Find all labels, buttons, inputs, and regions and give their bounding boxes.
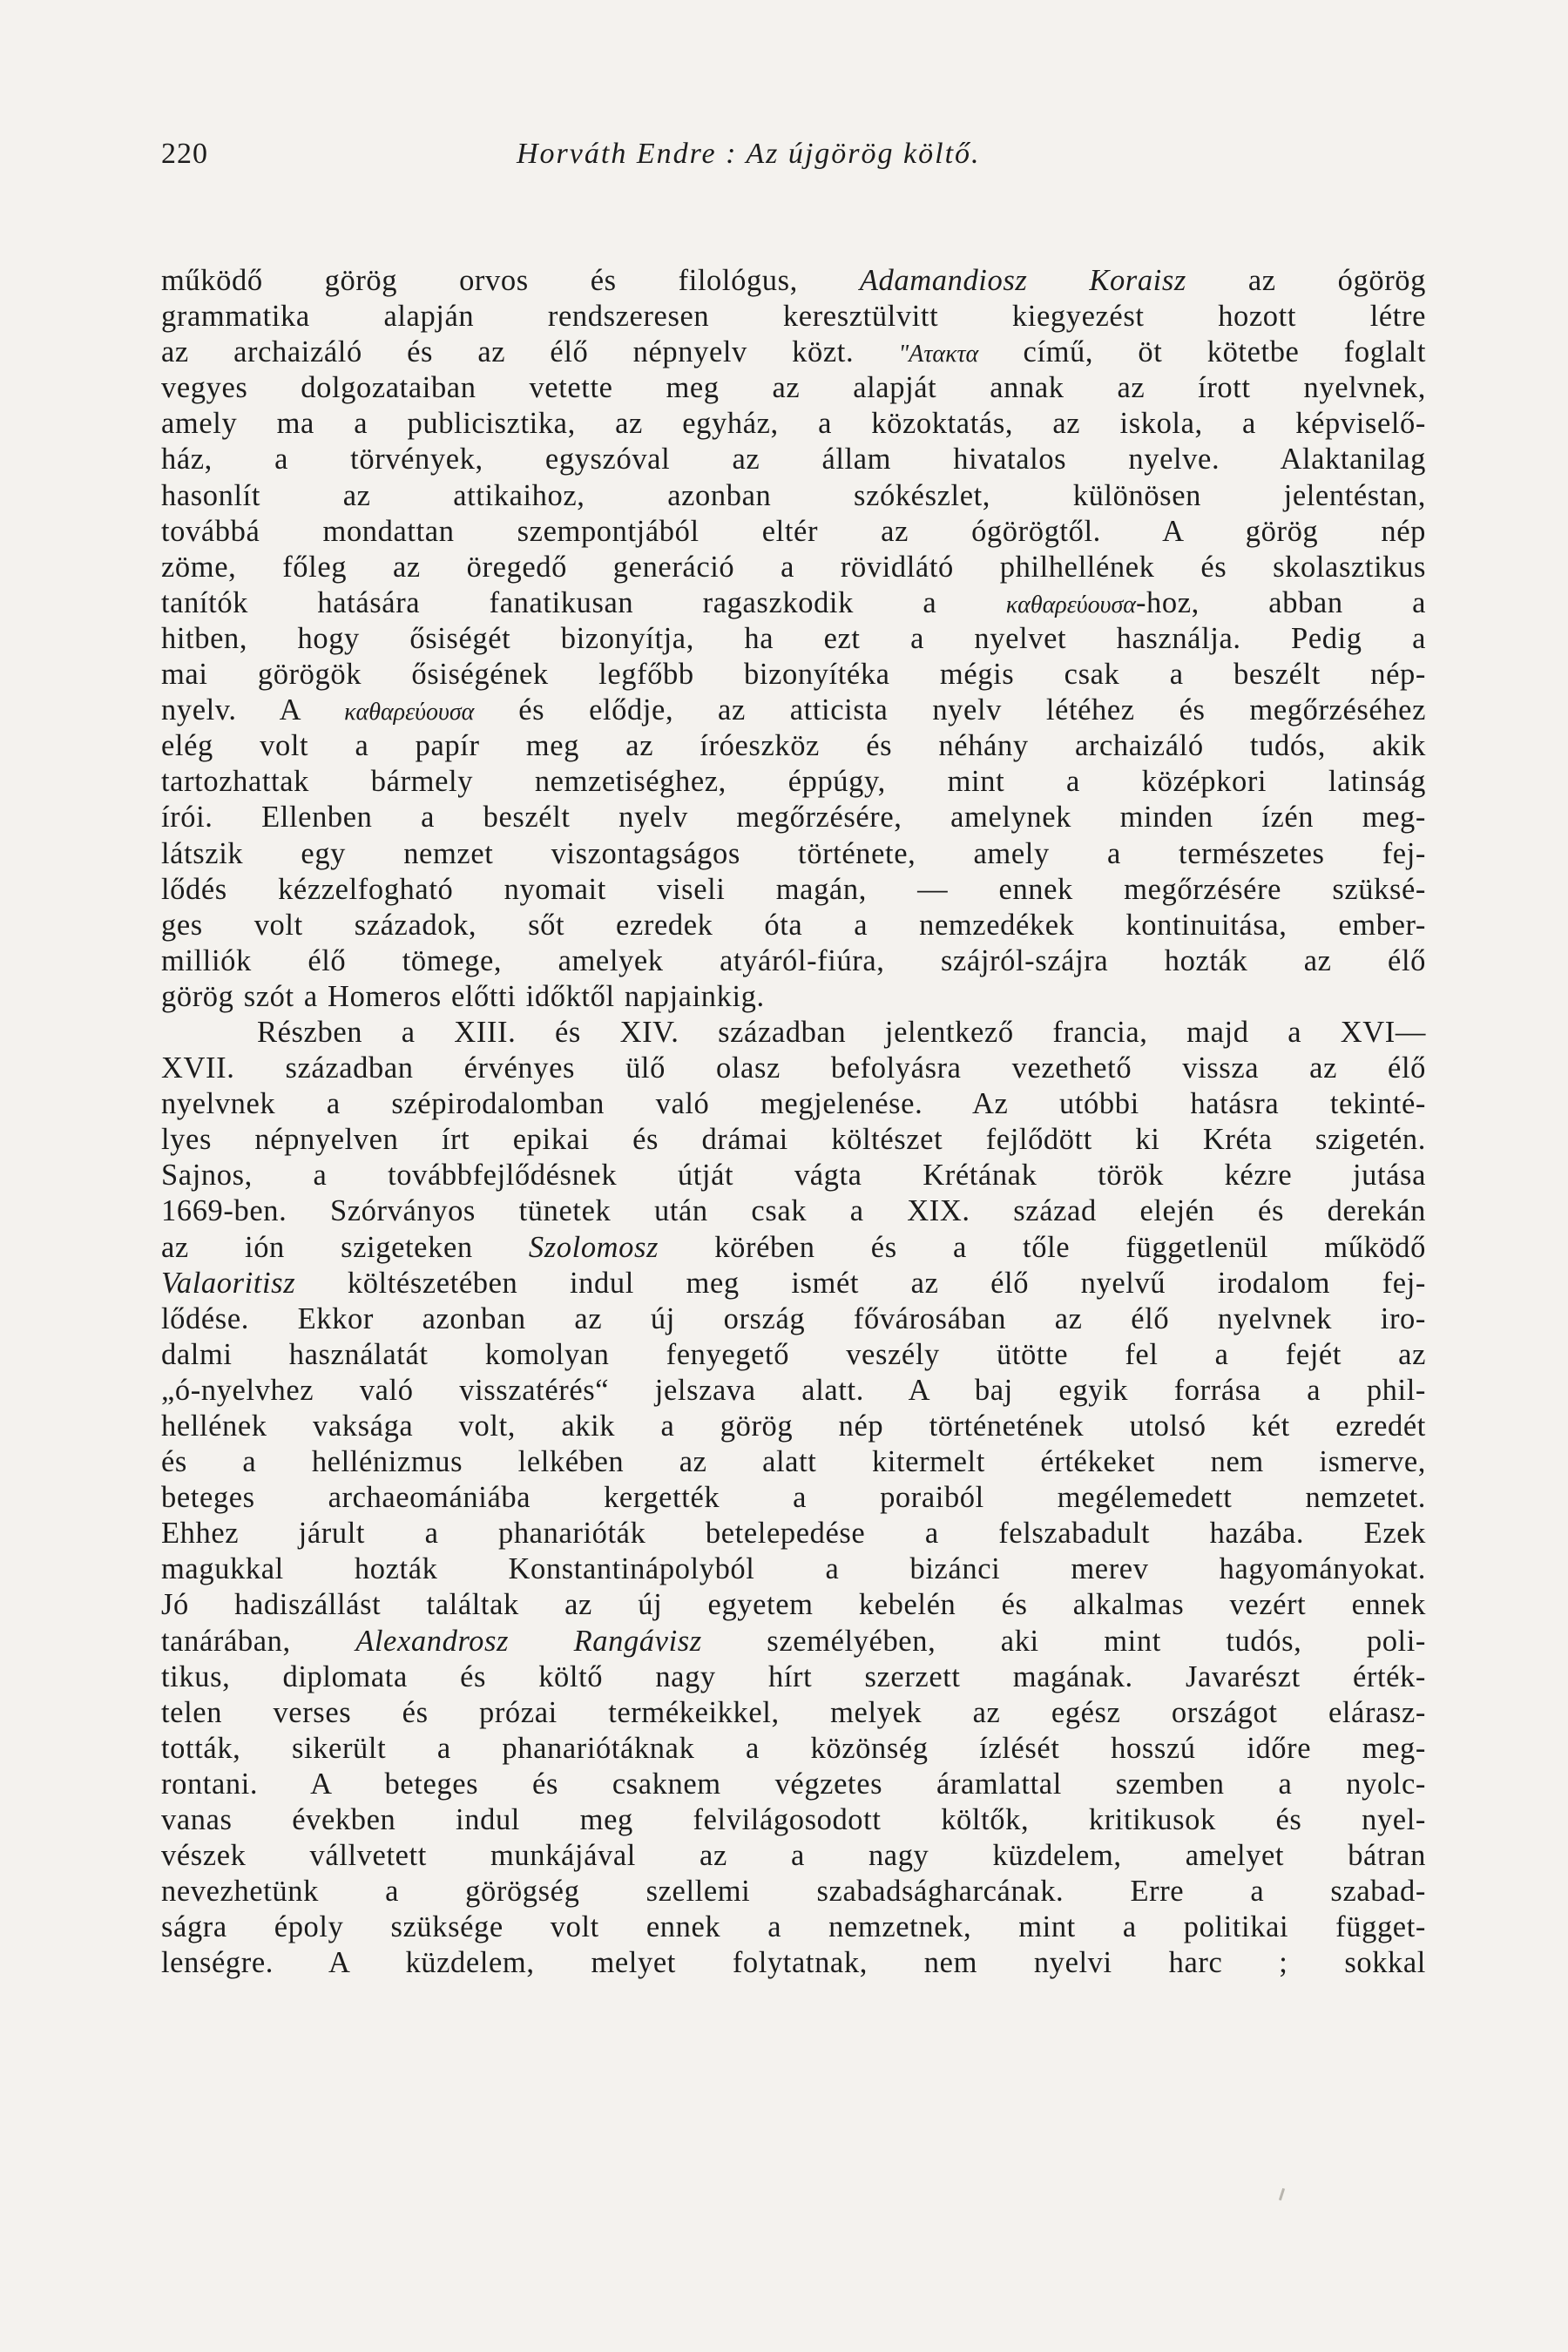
text-run: hellének vaksága volt, akik a görög nép történetének utolsó két ezredét [161,1409,1426,1443]
text-line [161,1193,1426,1229]
text-line [161,585,1426,621]
text-run: látszik egy nemzet viszontagságos története, amely a természetes fej- [161,836,1426,870]
running-title: Horváth Endre : Az újgörög költő. [517,138,981,170]
text-line [161,1838,1426,1874]
text-line [161,1015,1426,1051]
text-run: költészetében indul meg ismét az élő nyelvű irodalom fej- [295,1266,1426,1300]
text-line [161,1301,1426,1337]
italic-name: Alexandrosz Rangávisz [355,1624,702,1658]
text-run: Sajnos, a továbbfejlődésnek útját vágta Krétának török kézre jutása [161,1159,1426,1193]
italic-name: Szolomosz [528,1230,659,1264]
text-line [161,1122,1426,1158]
text-line [161,1051,1426,1086]
text-run: hasonlít az attikaihoz, azonban szókészlet, különösen jelentéstan, [161,478,1426,512]
text-line [161,299,1426,335]
text-line [161,1874,1426,1909]
text-run: telen verses és prózai termékeikkel, melyek az egész országot elárasz- [161,1695,1426,1729]
text-line [161,908,1426,943]
text-run: az ión szigeteken [161,1230,529,1264]
text-line [161,657,1426,693]
text-line [161,1909,1426,1945]
text-run: című, öt kötetbe foglalt [978,335,1427,369]
text-line [161,1624,1426,1659]
text-line [161,764,1426,800]
text-run: -hoz, abban a [1135,585,1426,619]
text-run: lyes népnyelven írt epikai és drámai költészet fejlődött ki Kréta szigetén. [161,1123,1426,1157]
text-run: és a hellénizmus lelkében az alatt kitermelt értékeket nem ismerve, [161,1445,1426,1479]
text-run: tikus, diplomata és költő nagy hírt szerzett magának. Javarészt érték- [161,1659,1426,1693]
text-run: írói. Ellenben a beszélt nyelv megőrzésére, amelynek minden ízén meg- [161,801,1426,835]
text-run: amely ma a publicisztika, az egyház, a közoktatás, az iskola, a képviselő- [161,407,1426,441]
text-line [161,442,1426,477]
text-line [161,478,1426,514]
text-line [161,693,1426,728]
text-run: beteges archaeomániába kergették a poraiból megélemedett nemzetet. [161,1481,1426,1515]
text-line [161,621,1426,657]
text-line [161,836,1426,872]
text-run: dalmi használatát komolyan fenyegető veszély ütötte fel a fejét az [161,1337,1426,1371]
text-line [161,1516,1426,1551]
text-line [161,1230,1426,1266]
text-run: tották, sikerült a phanariótáknak a közönség ízlését hosszú időre meg- [161,1731,1426,1765]
text-line [161,514,1426,550]
text-run: ház, a törvények, egyszóval az állam hivatalos nyelve. Alaktanilag [161,443,1426,476]
text-run: milliók élő tömege, amelyek atyáról-fiúra, szájról-szájra hozták az élő [161,943,1426,977]
text-run: hitben, hogy ősiségét bizonyítja, ha ezt a nyelvet használja. Pedig a [161,621,1426,655]
text-line [161,1266,1426,1301]
text-run: lenségre. A küzdelem, melyet folytatnak, nem nyelvi harc ; sokkal [161,1946,1426,1980]
text-run: vészek vállvetett munkájával az a nagy küzdelem, amelyet bátran [161,1839,1426,1873]
text-line [161,1086,1426,1122]
text-line [161,1731,1426,1767]
text-line [161,1444,1426,1480]
text-run: továbbá mondattan szempontjából eltér az ógörögtől. A görög nép [161,514,1426,548]
text-run: Ehhez járult a phanarióták betelepedése a felszabadult hazába. Ezek [161,1517,1426,1551]
text-run: magukkal hozták Konstantinápolyból a bizánci merev hagyományokat. [161,1552,1426,1586]
text-line [161,1659,1426,1695]
text-run: és elődje, az atticista nyelv létéhez és megőrzéséhez [474,693,1426,727]
text-run: nyelvnek a szépirodalomban való megjelenése. Az utóbbi hatásra tekinté- [161,1087,1426,1121]
text-line [161,1695,1426,1731]
text-run: tartozhattak bármely nemzetiséghez, éppúgy, mint a középkori latinság [161,765,1426,799]
greek-term: καθαρεύουσα [1005,591,1136,618]
text-run: grammatika alapján rendszeresen keresztülvitt kiegyezést hozott létre [161,300,1426,334]
greek-term: καθαρεύουσα [344,699,475,727]
text-run: rontani. A beteges és csaknem végzetes áramlattal szemben a nyolc- [161,1767,1426,1801]
text-run: vanas években indul meg felvilágosodott költők, kritikusok és nyel- [161,1803,1426,1837]
text-line [161,406,1426,442]
italic-name: Valaoritisz [161,1266,296,1300]
text-line [161,370,1426,406]
text-run: nyelv. A [161,693,345,727]
text-line [161,1802,1426,1838]
text-line [161,1337,1426,1373]
text-run: XVII. században érvényes ülő olasz befolyásra vezethető vissza az élő [161,1051,1426,1085]
text-run: Részben a XIII. és XIV. században jelentkező francia, majd a XVI— [257,1015,1426,1049]
text-run: Jó hadiszállást találtak az új egyetem kebelén és alkalmas vezért ennek [161,1588,1426,1622]
text-line [161,872,1426,908]
text-run: ságra époly szüksége volt ennek a nemzetnek, mint a politikai függet- [161,1910,1426,1944]
text-line [161,550,1426,585]
text-run: 1669-ben. Szórványos tünetek után csak a XIX. század elején és derekán [161,1194,1426,1228]
text-line [161,1158,1426,1193]
text-line [161,979,1426,1015]
text-line [161,1551,1426,1587]
text-run: körében és a tőle függetlenül működő [659,1230,1426,1264]
text-run: görög szót a Homeros előtti időktől napjainkig. [161,979,765,1013]
paper-speck [1279,2188,1285,2200]
text-run: személyében, aki mint tudós, poli- [701,1624,1426,1658]
text-run: lődése. Ekkor azonban az új ország fővárosában az élő nyelvnek iro- [161,1301,1426,1335]
text-line [161,1587,1426,1623]
text-line [161,1373,1426,1409]
page-number: 220 [161,138,208,170]
text-line [161,1767,1426,1802]
page-header [161,138,1426,190]
text-line [161,1480,1426,1516]
text-run: az archaizáló és az élő népnyelv közt. [161,335,899,369]
italic-name: Adamandiosz Koraisz [859,264,1186,297]
text-run: ges volt századok, sőt ezredek óta a nemzedékek kontinuitása, ember- [161,908,1426,942]
text-run: vegyes dolgozataiban vetette meg az alapját annak az írott nyelvnek, [161,371,1426,405]
text-run: „ó-nyelvhez való visszatérés“ jelszava alatt. A baj egyik forrása a phil- [161,1373,1426,1407]
text-line [161,1409,1426,1444]
text-line [161,263,1426,299]
text-run: működő görög orvos és filológus, [161,264,860,297]
text-line [161,800,1426,835]
text-run: tanítók hatására fanatikusan ragaszkodik a [161,585,1006,619]
text-line [161,728,1426,764]
body-text [161,263,1426,1982]
text-run: elég volt a papír meg az íróeszköz és néhány archaizáló tudós, akik [161,729,1426,763]
text-run: tanárában, [161,1624,356,1658]
text-line [161,1945,1426,1981]
text-run: mai görögök ősiségének legfőbb bizonyítéka mégis csak a beszélt nép- [161,658,1426,692]
text-run: nevezhetünk a görögség szellemi szabadságharcának. Erre a szabad- [161,1875,1426,1909]
text-run: az ógörög [1186,264,1426,297]
greek-term: "Ατακτα [898,341,979,368]
text-line [161,335,1426,370]
text-line [161,943,1426,979]
text-run: lődés kézzelfogható nyomait viseli magán, — ennek megőrzésére szüksé- [161,872,1426,906]
text-run: zöme, főleg az öregedő generáció a rövidlátó philhellének és skolasztikus [161,550,1426,584]
